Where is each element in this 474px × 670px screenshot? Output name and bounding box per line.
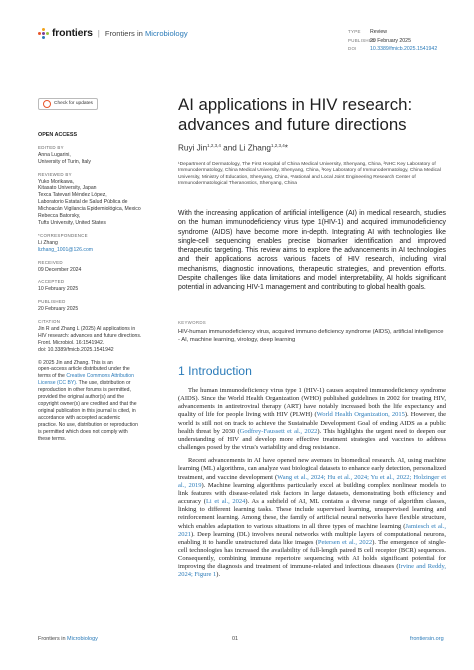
received-date: 09 December 2024 bbox=[38, 266, 82, 273]
author-list: Ruyi Jin$^{1,2,3,4}$ and Li Zhang$^{1,2,3,4}$* bbox=[178, 143, 288, 153]
paragraph: The human immunodeficiency virus type 1 (HIV-1) causes acquired immunodeficiency syndrome (AIDS). Since the World Health Organization (WHO) published guidelines in 2002 for treating HIV, advancements in antiretroviral therapy (ART) have notably increased both the life expectancy and quality of life for people living with HIV (PLWH) (World Health Organization, 2015). However, the world is still not on track to achieve the Sustainable Development Goal of ending AIDS as a public health threat by 2030 (Godfrey-Faussett et al., 2022). This highlights the urgent need to deepen our understanding of HIV and develop more effective treatment strategies and vaccines to address challenges posed by the virus's variability and drug resistance. bbox=[178, 387, 447, 452]
published-date: 20 February 2025 bbox=[370, 37, 411, 44]
reference-link[interactable]: World Health Organization, 2015 bbox=[316, 411, 405, 419]
license-link[interactable]: Creative Commons Attribution bbox=[66, 373, 134, 380]
reference-link[interactable]: Petersen et al., 2022 bbox=[317, 538, 373, 546]
citation-label: CITATION bbox=[38, 319, 61, 325]
paragraph: Recent advancements in AI have opened new avenues in biomedical research. AI, using machine learning (ML) algorithms, can analyze vast biological datasets to enhance early detection, personalized treatment, and vaccine development (Wang et al., 2024; Hu et al., 2024; Yu et al., 2022; Holzinger et al., 2019). Machine learning algorithms particularly excel at building complex nonlinear models to link features with disease-related risk factors in large datasets, demonstrating both efficiency and accuracy (Li et al., 2024). As a subfield of AI, ML contains a diverse range of algorithm classes, linking to different learning tasks. These include supervised learning, unsupervised learning and reinforcement learning. Among these, the family of artificial neural networks have flexible structure, which enables adaptation to various situations in all three types of machine learning (Jamiesch et al., 2021). Deep learning (DL) involves neural networks with multiple layers of computational neurons, enabling it to handle unstructured data like images (Petersen et al., 2022). The emergence of single-cell technologies has increased the availability of full-length paired B cell receptor (BCR) sequences. Consequently, combining immune repertoire sequencing with AI holds significant potential for improving the diagnosis and treatment of immune-related and infectious diseases (Irvine and Reddy, 2024; Figure 1). bbox=[178, 457, 447, 579]
sidebar: Check for updates OPEN ACCESS EDITED BY Anna Lugarini, University of Turin, Italy REVIEWED BY Yuko Morikawa, Kitasato University, Japan Texca Tatevari Méndez López, Laboratorio Estatal de Salud Pública de Michoacán Vigilancia Epidemiológica, Mexico Rebecca Batorsky, Tufts University, United States *CORRESPONDENCE Li Zhang lizhang_1001@126.com RECEIVED 09 December 2024 ACCEPTED 10 February 2025 PUBLISHED 20 February 2025 CITATION Jin R and Zhang L (2025) AI applications in HIV research: advances and future directions. Front. Microbiol. 16:1541942. doi: 10.3389/fmicb.2025.1541942 © 2025 Jin and Zhang. This is an open-access article distributed under the terms of the Creative Commons Attribution License (CC BY). The use, distribution or reproduction in other forums is permitted, provided the original author(s) and the copyright owner(s) are credited and that the original publication in this journal is cited, in accordance with accepted academic practice. No use, distribution or reproduction is permitted which does not comply with these terms. bbox=[38, 98, 156, 442]
journal-name: Frontiers in Microbiology bbox=[104, 28, 188, 38]
open-access-label: OPEN ACCESS bbox=[38, 132, 78, 138]
reference-link[interactable]: Godfrey-Faussett et al., 2022 bbox=[239, 427, 318, 435]
article-type: Review bbox=[370, 29, 388, 35]
correspondence-label: *CORRESPONDENCE bbox=[38, 232, 88, 238]
author-name: Li Zhang bbox=[239, 143, 271, 153]
correspondence-email[interactable]: lizhang_1001@126.com bbox=[38, 246, 94, 253]
frontiers-logo-icon bbox=[38, 28, 49, 39]
footer-journal: Frontiers in Microbiology bbox=[38, 636, 98, 642]
check-updates-button[interactable]: Check for updates bbox=[38, 98, 98, 110]
keywords-label: KEYWORDS bbox=[178, 320, 207, 325]
check-updates-icon bbox=[43, 100, 51, 108]
keywords: HIV-human immunodeficiency virus, acquired immuno deficiency syndrome (AIDS), artificial intelligence - AI, machine learning, virology, deep learning bbox=[178, 329, 444, 343]
correspondence-name: Li Zhang bbox=[38, 239, 58, 246]
abstract: With the increasing application of artificial intelligence (AI) in medical research, studies on the human immunodeficiency virus type 1(HIV-1) and acquired immunodeficiency syndrome (AIDS) have become more in-depth. Integrating AI with technologies like single-cell sequencing enables precise biomarker identification and improved therapeutic targeting. This review aims to explore the advancements in AI technologies and their applications across various facets of HIV research, including viral mechanisms, diagnostic innovations, therapeutic strategies, and prevention efforts. Despite challenges like data limitations and model interpretability, AI holds significant potential in advancing HIV-1 management and contributing to global health goals. bbox=[178, 210, 446, 292]
reference-link[interactable]: Irvine and Reddy, 2024; Figure 1 bbox=[178, 563, 446, 579]
accepted-date: 10 February 2025 bbox=[38, 286, 79, 293]
article-title: AI applications in HIV research: advances and future directions bbox=[178, 95, 413, 134]
reference-link[interactable]: Li et al., 2024 bbox=[205, 498, 246, 506]
article-meta: TYPE Review PUBLISHED20 February 2025 DOI 10.3389/fmicb.2025.1541942 bbox=[348, 29, 438, 53]
page-number: 01 bbox=[232, 636, 239, 642]
logo-separator: | bbox=[97, 28, 100, 38]
author-name: Ruyi Jin bbox=[178, 143, 208, 153]
brand-name: frontiers bbox=[52, 27, 93, 39]
affiliations: ¹Department of Dermatology, The First Hospital of China Medical University, Shenyang, China, ²NHC Key Laboratory of Immunodermatology, China Medical University, Shenyang, China, ³Key Laboratory of Immunodermatology, China Medical University, Ministry of Education, Shenyang, China, ⁴National and Local Joint Engineering Research Center of Immunodermatological Theranostics, Shenyang, China bbox=[178, 162, 441, 186]
doi[interactable]: 10.3389/fmicb.2025.1541942 bbox=[370, 46, 438, 53]
reference-link[interactable]: Jamiesch et al., 2021 bbox=[178, 522, 446, 538]
copyright-notice: © 2025 Jin and Zhang. This is an open-access article distributed under the terms of the Creative Commons Attribution License (CC BY). The use, distribution or reproduction in other forums is permitted, provided the original author(s) and the copyright owner(s) are credited and that the original publication in this journal is cited, in accordance with accepted academic practice. No use, distribution or reproduction is permitted which does not comply with these terms. bbox=[38, 359, 138, 442]
journal-logo[interactable] bbox=[38, 27, 188, 39]
reference-link[interactable]: Wang et al., 2024; Hu et al., 2024; Yu et al., 2022; Holzinger et al., 2019 bbox=[178, 473, 446, 489]
introduction-body bbox=[178, 387, 446, 585]
sidebar-published-date: 20 February 2025 bbox=[38, 306, 79, 313]
reviewed-by-label: REVIEWED BY bbox=[38, 171, 72, 177]
edited-by-label: EDITED BY bbox=[38, 144, 64, 150]
section-title: 1 Introduction bbox=[178, 364, 252, 378]
footer-site-link[interactable]: frontiersin.org bbox=[410, 636, 444, 642]
